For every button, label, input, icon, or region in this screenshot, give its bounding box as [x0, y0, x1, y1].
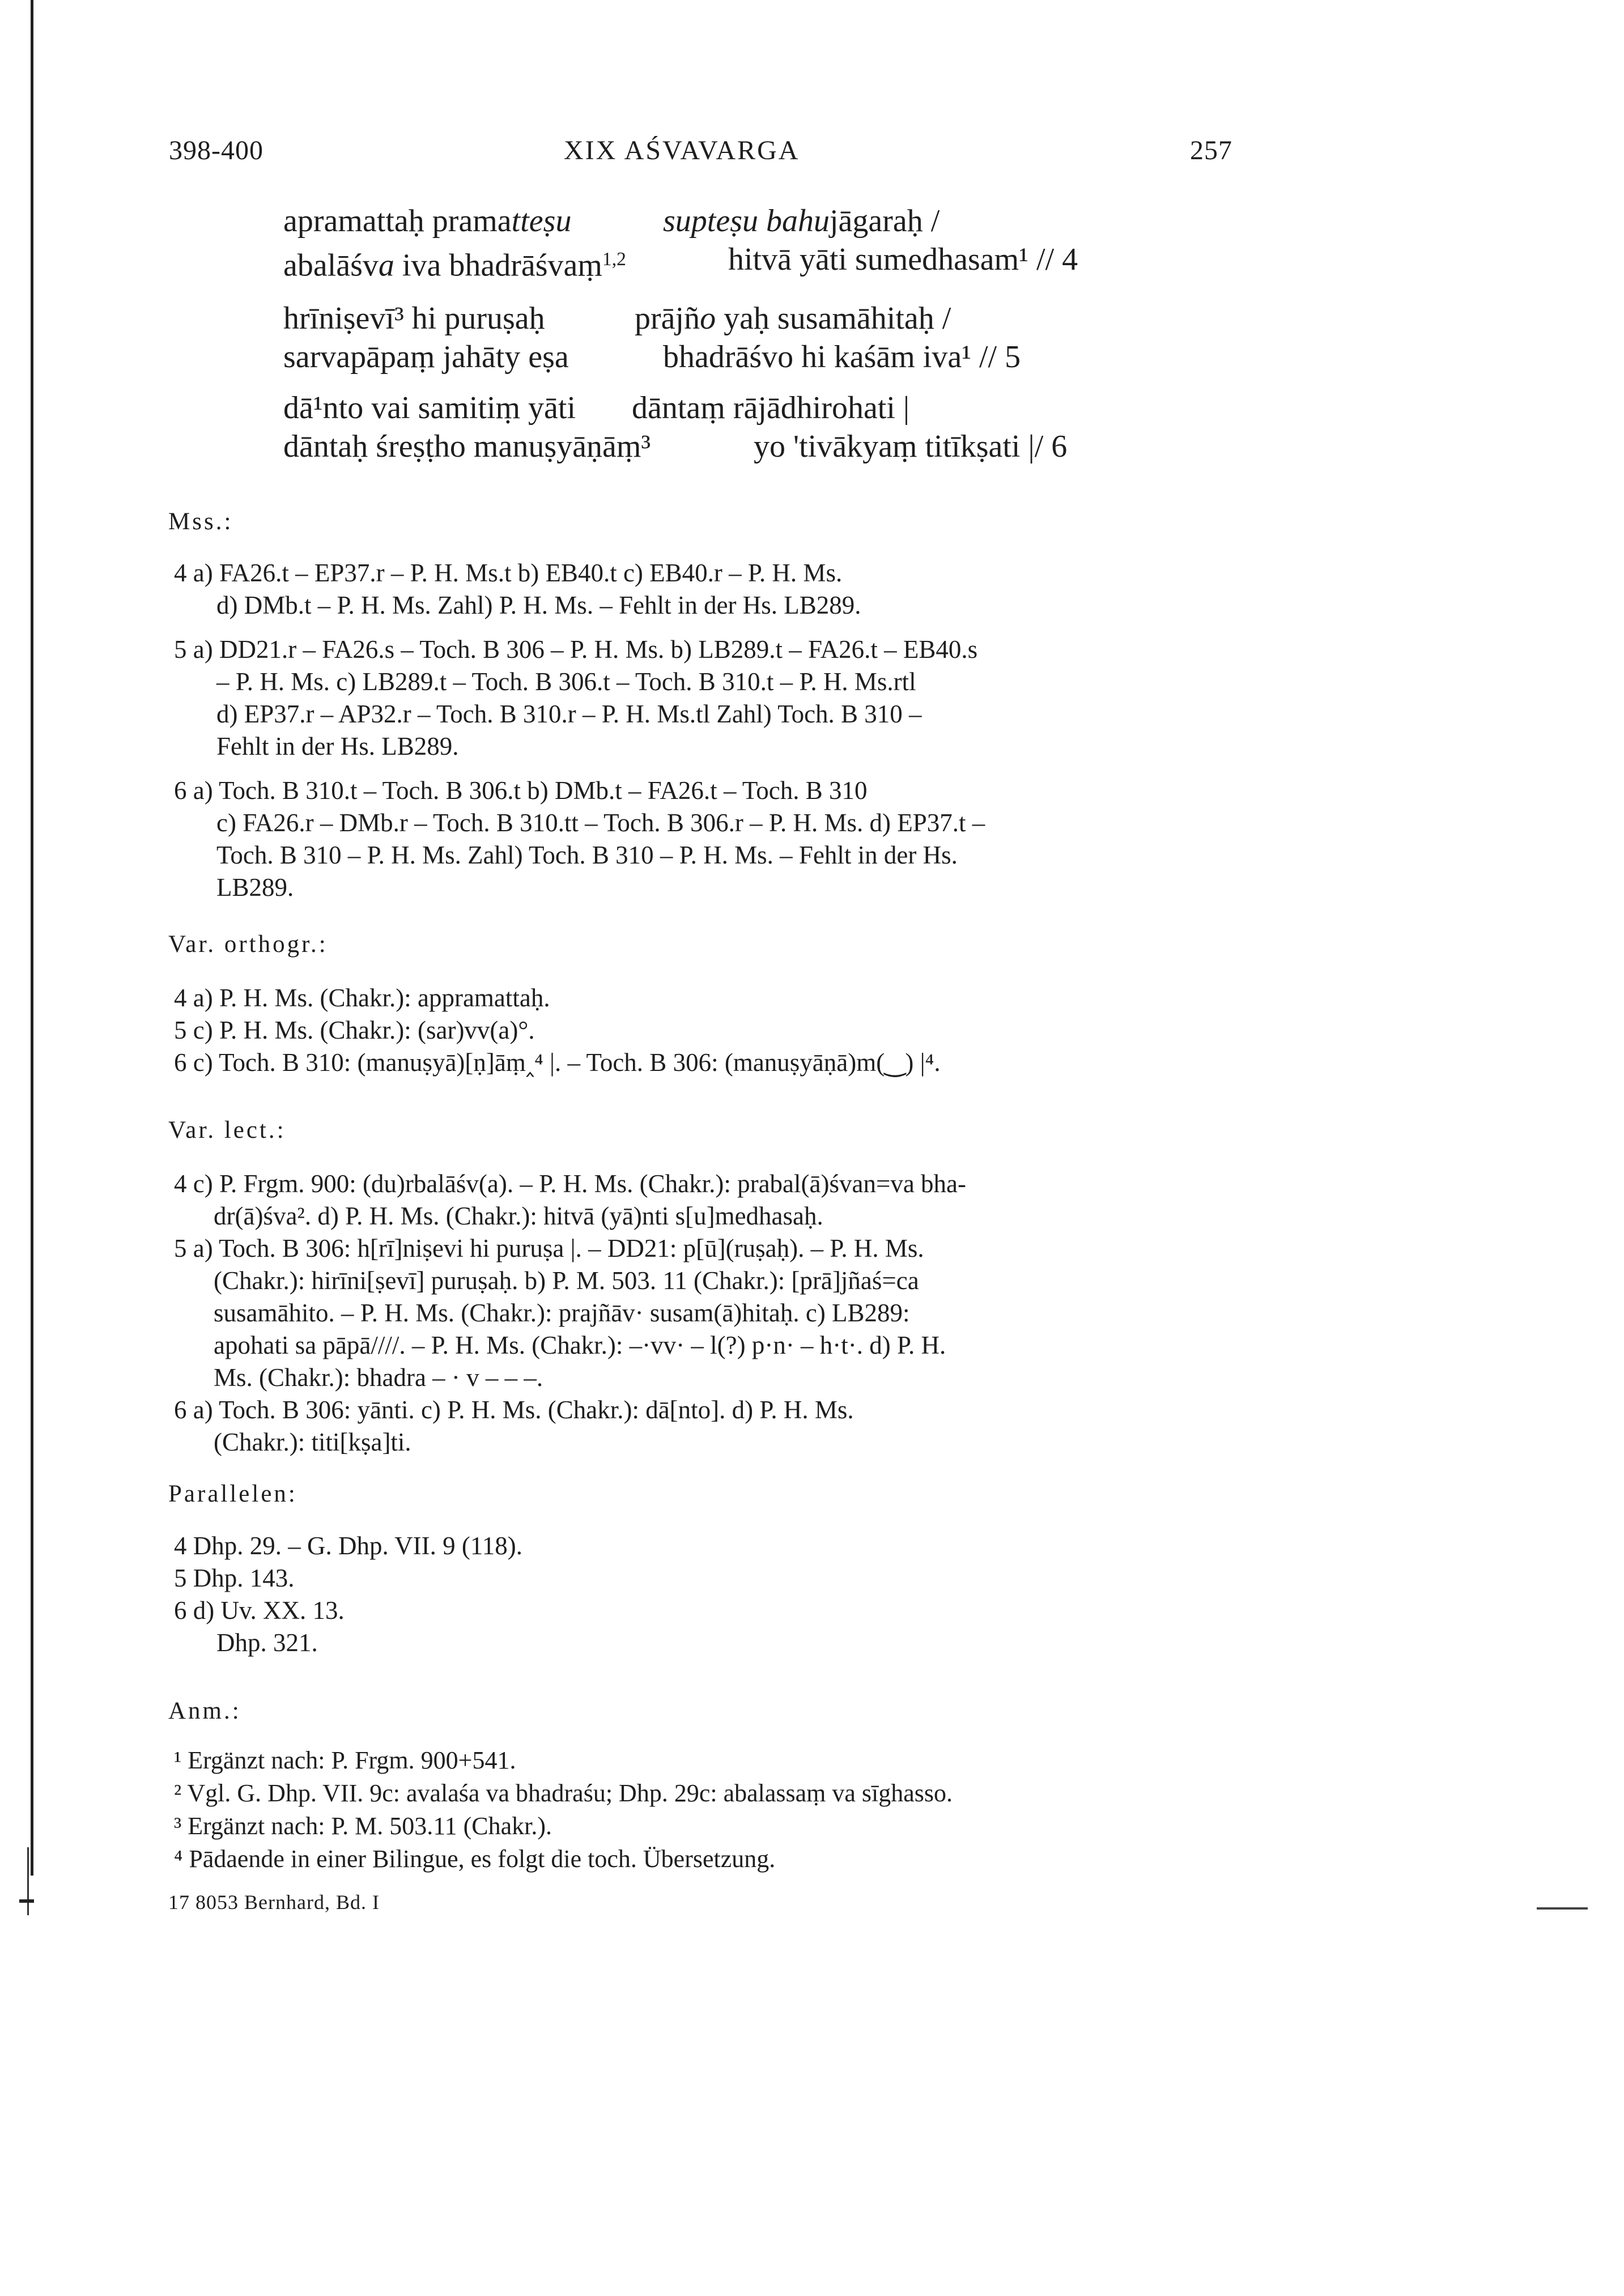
mss-5-line: d) EP37.r – AP32.r – Toch. B 310.r – P. H. Ms.tl Zahl) Toch. B 310 – [216, 700, 922, 728]
mss-6-line: c) FA26.r – DMb.r – Toch. B 310.tt – Toch. B 306.r – P. H. Ms. d) EP37.t – [216, 809, 985, 837]
lect-line: Ms. (Chakr.): bhadra – · v – – –. [214, 1363, 543, 1392]
lect-line: 4 c) P. Frgm. 900: (du)rbalāśv(a). – P. H. Ms. (Chakr.): prabal(ā)śvan=va bha- [174, 1170, 967, 1198]
scan-mark-right [1537, 1907, 1588, 1910]
footnotes [174, 1744, 953, 1876]
lect-line: (Chakr.): hirīni[ṣevī] puruṣaḥ. b) P. M. 503. 11 (Chakr.): [prā]jñaś=ca [214, 1266, 919, 1295]
verse-4-line-1a: apramattaḥ pramatteṣu [283, 203, 572, 239]
mss-5-line: – P. H. Ms. c) LB289.t – Toch. B 306.t – Toch. B 310.t – P. H. Ms.rtl [216, 667, 916, 696]
parallel-line: 4 Dhp. 29. – G. Dhp. VII. 9 (118). [174, 1532, 522, 1560]
parallel-line: 6 d) Uv. XX. 13. [174, 1596, 345, 1625]
footnote-3: ³ Ergänzt nach: P. M. 503.11 (Chakr.). [174, 1812, 552, 1840]
mss-section-6 [174, 775, 1239, 904]
printer-signature: 17 8053 Bernhard, Bd. I [168, 1891, 380, 1914]
verse-6-line-2a: dāntaḥ śreṣṭho manuṣyāṇāṃ³ [283, 429, 651, 464]
mss-4-line: 4 a) FA26.t – EP37.r – P. H. Ms.t b) EB40.t c) EB40.r – P. H. Ms. [174, 559, 843, 587]
mss-section-4 [174, 557, 1239, 622]
verse-6-line-1b: dāntaṃ rājādhirohati | [632, 390, 910, 426]
anm-heading: Anm.: [168, 1698, 241, 1724]
mss-4-line: d) DMb.t – P. H. Ms. Zahl) P. H. Ms. – Fehlt in der Hs. LB289. [216, 591, 861, 619]
chapter-title: XIX AŚVAVARGA [564, 135, 800, 165]
parallelen-list [174, 1530, 1239, 1659]
lect-line: 5 a) Toch. B 306: h[rī]niṣevi hi puruṣa |. – DD21: p[ū](ruṣaḥ). – P. H. Ms. [174, 1234, 924, 1262]
mss-5-line: Fehlt in der Hs. LB289. [216, 732, 459, 760]
scan-edge-line-lower [27, 1847, 29, 1915]
lect-line: (Chakr.): titi[kṣa]ti. [214, 1428, 411, 1456]
parallel-line: 5 Dhp. 143. [174, 1564, 295, 1592]
parallelen-heading: Parallelen: [168, 1481, 297, 1507]
lect-line: susamāhito. – P. H. Ms. (Chakr.): prajñāv· susam(ā)hitaḥ. c) LB289: [214, 1299, 910, 1327]
verse-5-line-2b: bhadrāśvo hi kaśām iva¹ // 5 [663, 339, 1021, 375]
var-orthogr-list [174, 982, 1239, 1079]
lect-line: dr(ā)śva². d) P. H. Ms. (Chakr.): hitvā (yā)nti s[u]medhasaḥ. [214, 1202, 823, 1230]
page-number: 257 [1190, 135, 1232, 165]
verse-6-line-1a: dā¹nto vai samitiṃ yāti [283, 390, 576, 426]
footnote-4: ⁴ Pādaende in einer Bilingue, es folgt die toch. Übersetzung. [174, 1845, 776, 1873]
orthogr-line: 6 c) Toch. B 310: (manuṣyā)[ṇ]āṃ‸⁴ |. – Toch. B 306: (manuṣyāṇā)m(‿) |⁴. [174, 1048, 941, 1077]
var-lect-heading: Var. lect.: [168, 1117, 286, 1143]
verse-6-line-2b: yo 'tivākyaṃ titīkṣati |/ 6 [754, 429, 1068, 464]
verse-4-line-2a: abalāśva iva bhadrāśvaṃ$^{1,2}$ [283, 248, 626, 283]
verse-4-line-1b: supteṣu bahujāgaraḥ / [663, 203, 940, 239]
mss-6-line: LB289. [216, 873, 294, 902]
page-range: 398-400 [169, 135, 263, 165]
parallel-line: Dhp. 321. [216, 1629, 318, 1657]
footnote-2: ² Vgl. G. Dhp. VII. 9c: avalaśa va bhadraśu; Dhp. 29c: abalassaṃ va sīghasso. [174, 1779, 953, 1807]
mss-heading: Mss.: [168, 508, 233, 535]
lect-line: apohati sa pāpā////. – P. H. Ms. (Chakr.): –·vv· – l(?) p·n· – h·t·. d) P. H. [214, 1331, 946, 1359]
var-orthogr-heading: Var. orthogr.: [168, 931, 328, 958]
lect-line: 6 a) Toch. B 306: yānti. c) P. H. Ms. (Chakr.): dā[nto]. d) P. H. Ms. [174, 1396, 854, 1424]
scan-mark [19, 1899, 34, 1903]
orthogr-line: 4 a) P. H. Ms. (Chakr.): appramattaḥ. [174, 984, 550, 1012]
verse-5-line-2a: sarvapāpaṃ jahāty eṣa [283, 339, 569, 375]
mss-6-line: 6 a) Toch. B 310.t – Toch. B 306.t b) DMb.t – FA26.t – Toch. B 310 [174, 776, 868, 805]
footnote-1: ¹ Ergänzt nach: P. Frgm. 900+541. [174, 1746, 516, 1774]
orthogr-line: 5 c) P. H. Ms. (Chakr.): (sar)vv(a)°. [174, 1016, 535, 1044]
scan-edge-line [31, 0, 33, 1876]
verse-5-line-1a: hrīniṣevī³ hi puruṣaḥ [283, 301, 545, 336]
var-lect-list [174, 1168, 1239, 1459]
verse-5-line-1b: prājño yaḥ susamāhitaḥ / [635, 301, 951, 336]
mss-5-line: 5 a) DD21.r – FA26.s – Toch. B 306 – P. H. Ms. b) LB289.t – FA26.t – EB40.s [174, 635, 978, 664]
verse-4-line-2b: hitvā yāti sumedhasam¹ // 4 [728, 242, 1078, 277]
mss-6-line: Toch. B 310 – P. H. Ms. Zahl) Toch. B 310 – P. H. Ms. – Fehlt in der Hs. [216, 841, 958, 869]
mss-section-5 [174, 633, 1239, 763]
